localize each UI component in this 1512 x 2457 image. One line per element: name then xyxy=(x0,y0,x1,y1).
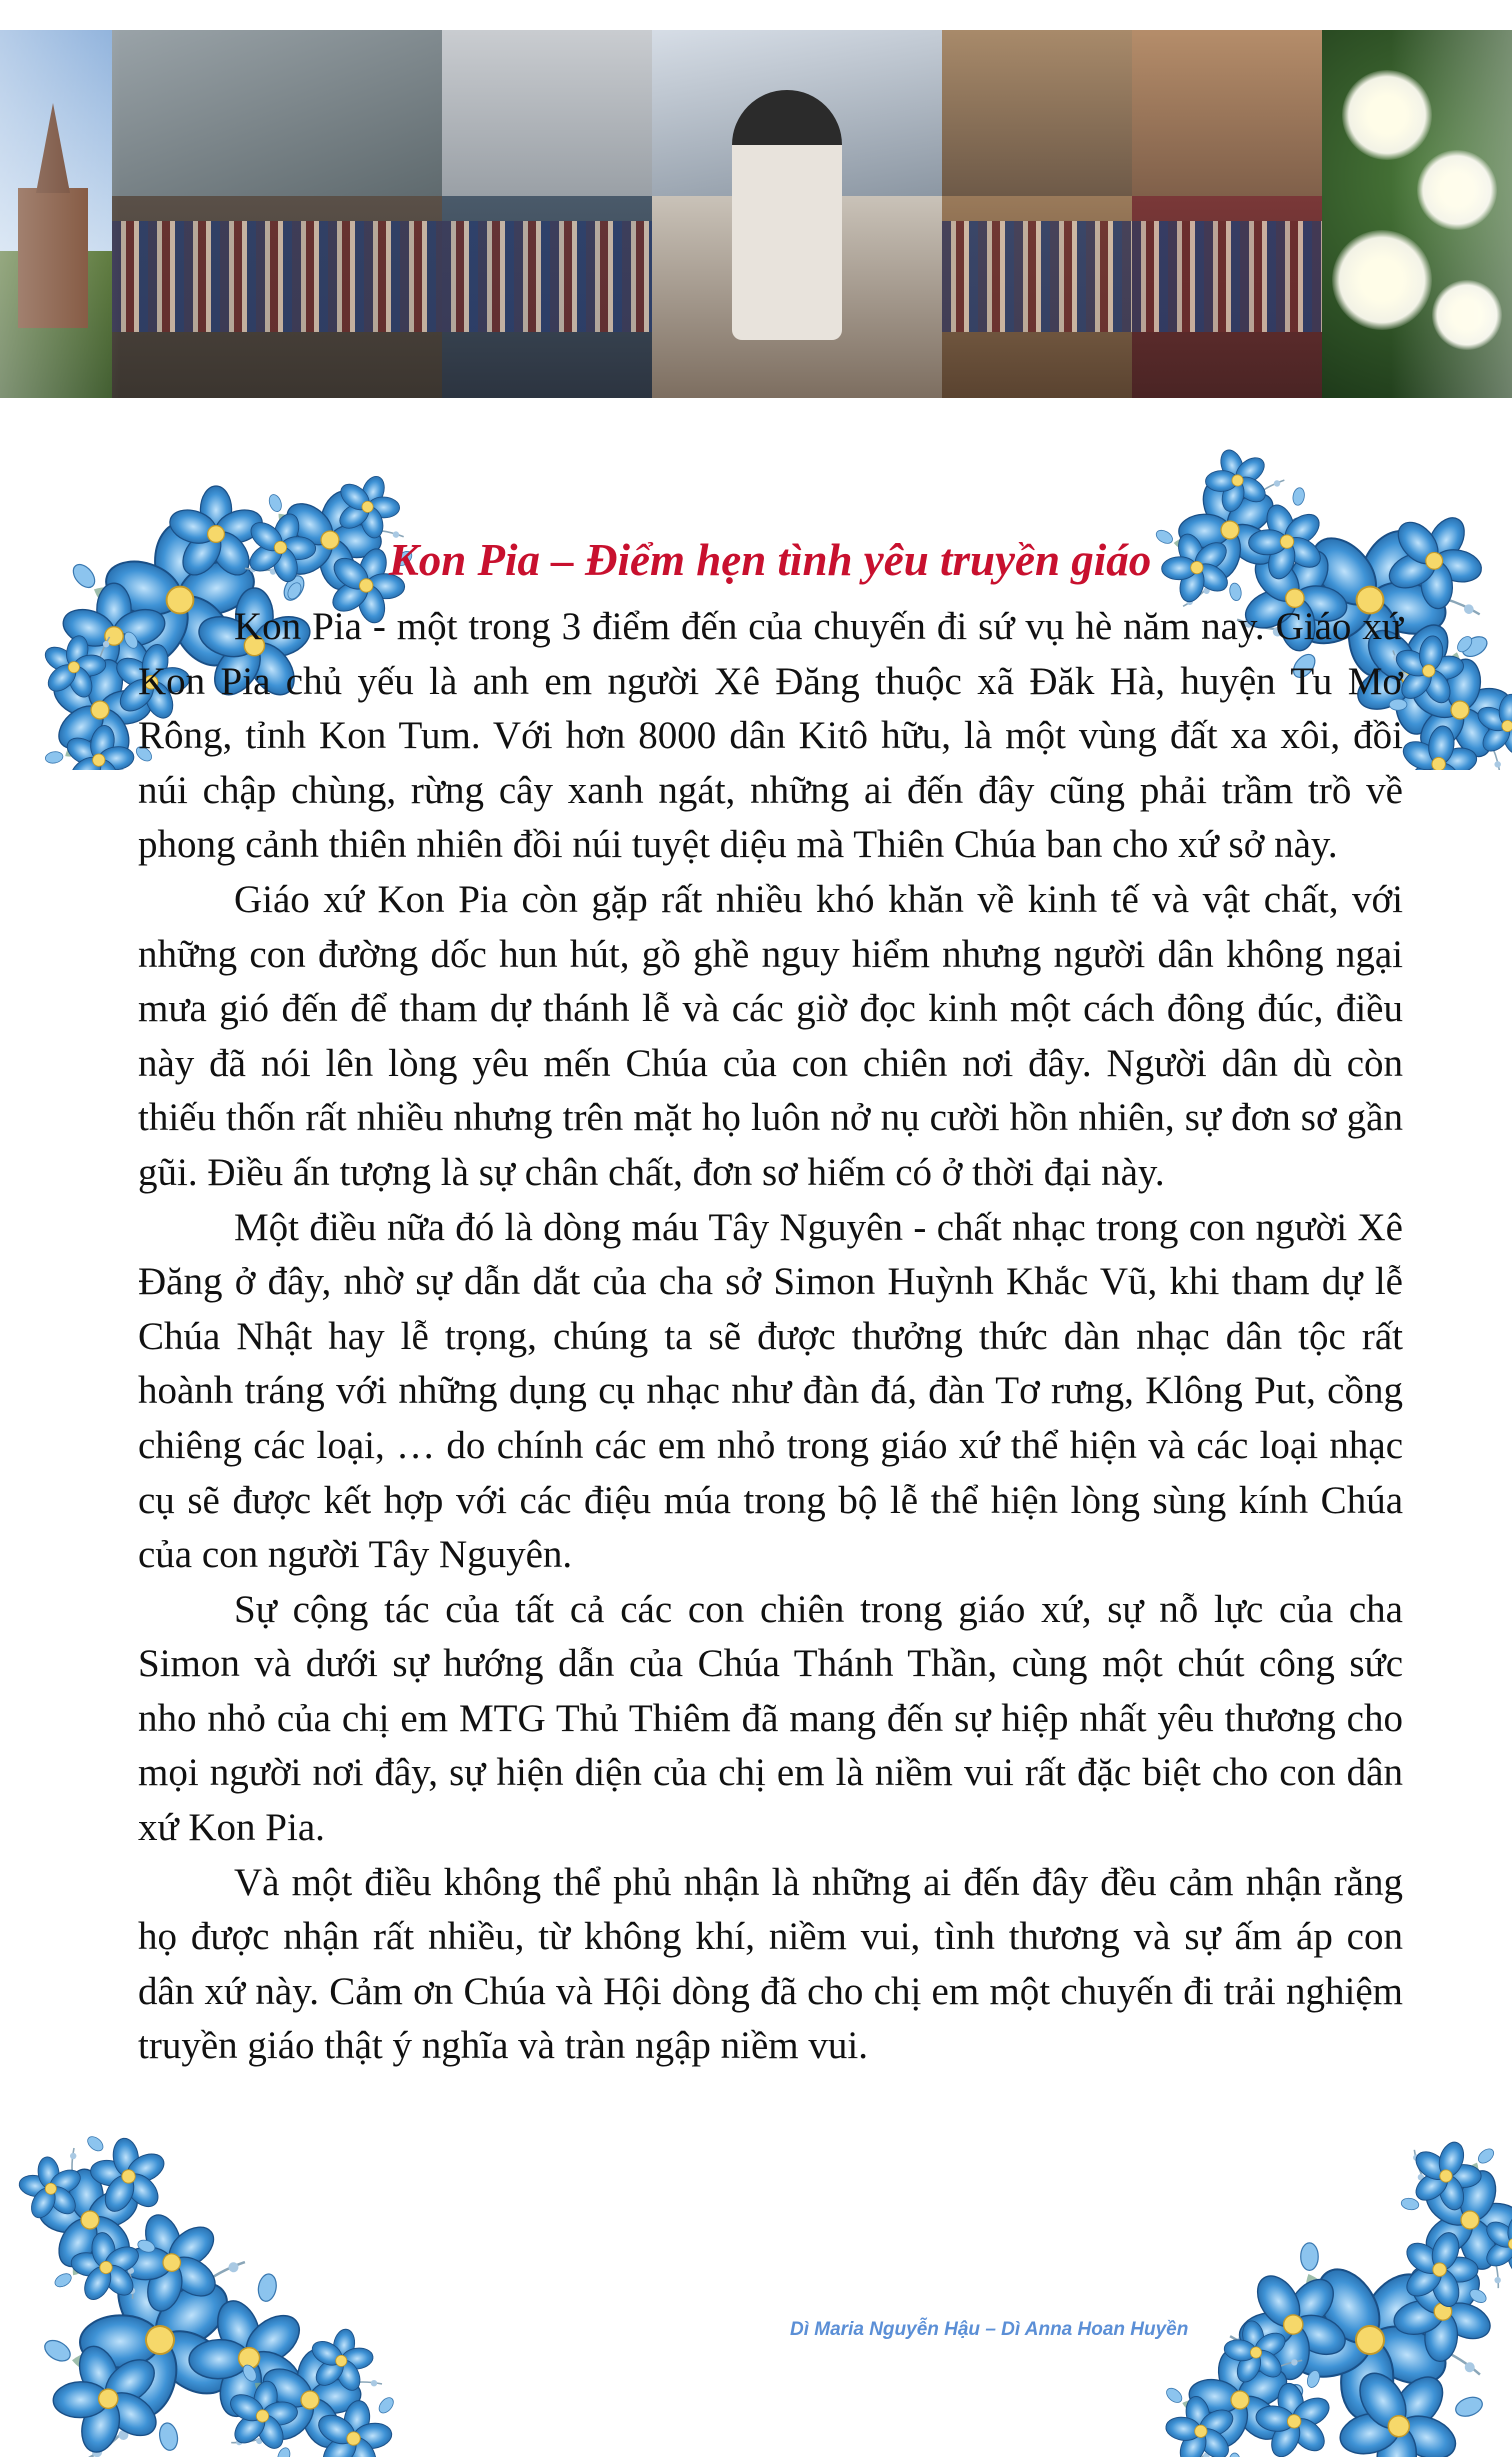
article-body xyxy=(138,600,1403,2074)
photo-collage-banner xyxy=(0,30,1512,398)
paragraph-5: Và một điều không thể phủ nhận là những ai đến đây đều cảm nhận rằng họ được nhận rất nhiều, từ không khí, niềm vui, tình thương và sự ấm áp con dân xứ này. Cảm ơn Chúa và Hội dòng đã cho chị em một chuyến đi trải nghiệm truyền giáo thật ý nghĩa và tràn ngập niềm vui. xyxy=(138,1860,1403,2068)
article-title: Kon Pia – Điểm hẹn tình yêu truyền giáo xyxy=(388,535,1152,585)
flower-wreath-bottom-right-icon xyxy=(1100,2130,1512,2457)
flower-wreath-bottom-left-icon xyxy=(0,2130,420,2457)
paragraph-2: Giáo xứ Kon Pia còn gặp rất nhiều khó khăn về kinh tế và vật chất, với những con đường dốc hun hút, gồ ghề nguy hiểm nhưng người dân không ngại mưa gió đến để tham dự thánh lễ và các giờ đọc kinh một cách đông đúc, điều này đã nói lên lòng yêu mến Chúa của con chiên nơi đây. Người dân dù còn thiếu thốn rất nhiều nhưng trên mặt họ luôn nở nụ cười hồn nhiên, sự đơn sơ gần gũi. Điều ấn tượng là sự chân chất, đơn sơ hiếm có ở thời đại này. xyxy=(138,877,1403,1194)
paragraph-3: Một điều nữa đó là dòng máu Tây Nguyên - chất nhạc trong con người Xê Đăng ở đây, nhờ sự dẫn dắt của cha sở Simon Huỳnh Khắc Vũ, khi tham dự lễ Chúa Nhật hay lễ trọng, chúng ta sẽ được thưởng thức dàn nhạc dân tộc rất hoành tráng với những dụng cụ nhạc như đàn đá, đàn Tơ rưng, Klông Put, cồng chiêng các loại, … do chính các em nhỏ trong giáo xứ thể hiện và các loại nhạc cụ sẽ được kết hợp với các điệu múa trong bộ lễ thể hiện lòng sùng kính Chúa của con người Tây Nguyên. xyxy=(138,1205,1403,1577)
paragraph-4: Sự cộng tác của tất cả các con chiên trong giáo xứ, sự nỗ lực của cha Simon và dưới sự hướng dẫn của Chúa Thánh Thần, cùng một chút công sức nho nhỏ của chị em MTG Thủ Thiêm đã mang đến sự hiệp nhất yêu thương cho mọi người nơi đây, sự hiện diện của chị em là niềm vui rất đặc biệt cho con dân xứ Kon Pia. xyxy=(138,1587,1403,1850)
author-byline: Dì Maria Nguyễn Hậu – Dì Anna Hoan Huyền xyxy=(790,2319,1189,2340)
paragraph-1: Kon Pia - một trong 3 điểm đến của chuyến đi sứ vụ hè năm nay. Giáo xứ Kon Pia chủ yếu là anh em người Xê Đăng thuộc xã Đăk Hà, huyện Tu Mơ Rông, tỉnh Kon Tum. Với hơn 8000 dân Kitô hữu, là một vùng đất xa xôi, đồi núi chập chùng, rừng cây xanh ngát, những ai đến đây cũng phải trầm trồ về phong cảnh thiên nhiên đồi núi tuyệt diệu mà Thiên Chúa ban cho xứ sở này. xyxy=(138,605,1403,867)
